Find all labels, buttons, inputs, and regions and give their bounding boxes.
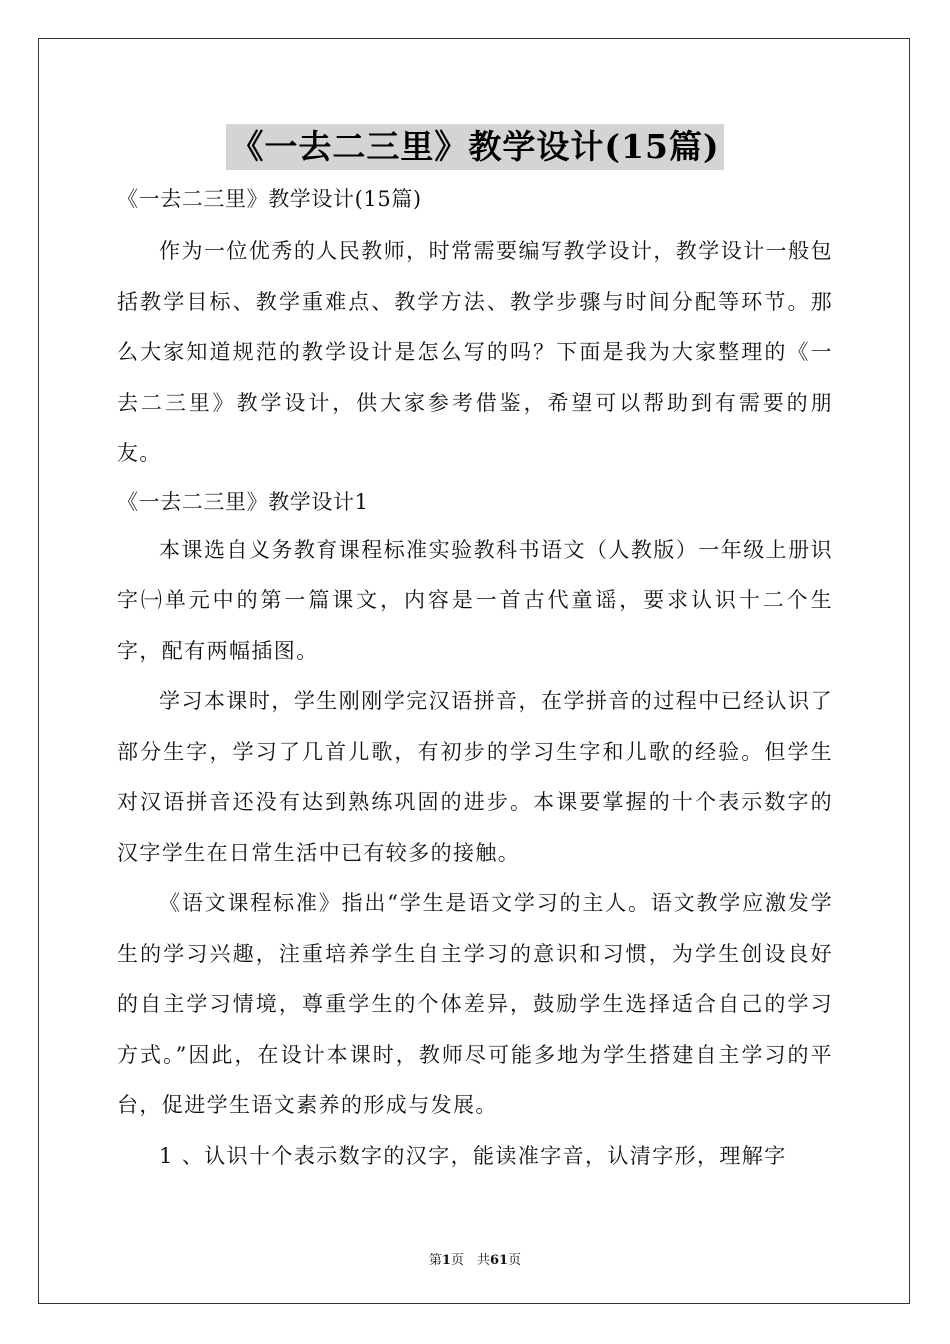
total-pages: 61 [489,1253,509,1268]
body-paragraph: 本课选自义务教育课程标准实验教科书语文（人教版）一年级上册识字㈠单元中的第一篇课文，内容是一首古代童谣，要求认识十二个生字，配有两幅插图。 [117,537,833,663]
intro-paragraph: 作为一位优秀的人民教师，时常需要编写教学设计，教学设计一般包括教学目标、教学重难点、教学方法、教学步骤与时间分配等环节。那么大家知道规范的教学设计是怎么写的吗？下面是我为大家整理的《一去二三里》教学设计，供大家参考借鉴，希望可以帮助到有需要的朋友。 [117,239,833,465]
body-paragraph: 《语文课程标准》指出“学生是语文学习的主人。语文教学应激发学生的学习兴趣，注重培养学生自主学习的意识和习惯，为学生创设良好的自主学习情境，尊重学生的个体差异，鼓励学生选择适合自己的学习方式。”因此，在设计本课时，教师尽可能多地为学生搭建自主学习的平台，促进学生语文素养的形成与发展。 [117,891,833,1117]
document-subtitle: 《一去二三里》教学设计(15篇) [117,187,422,211]
footer-mid: 页 共 [450,1253,490,1268]
section-heading: 《一去二三里》教学设计1 [117,489,369,514]
footer-suffix: 页 [508,1253,522,1268]
document-body [117,182,833,1181]
footer-prefix: 第 [428,1253,442,1268]
current-page-number: 1 [441,1253,451,1268]
title-container [0,124,950,170]
body-paragraph: 1 、认识十个表示数字的汉字，能读准字音，认清字形，理解字 [159,1143,787,1168]
document-title: 《一去二三里》教学设计(15篇) [226,124,723,170]
body-paragraph: 学习本课时，学生刚刚学完汉语拼音，在学拼音的过程中已经认识了部分生字，学习了几首儿歌，有初步的学习生字和儿歌的经验。但学生对汉语拼音还没有达到熟练巩固的进步。本课要掌握的十个表示数字的汉字学生在日常生活中已有较多的接触。 [117,689,833,865]
page-footer [0,1249,950,1268]
